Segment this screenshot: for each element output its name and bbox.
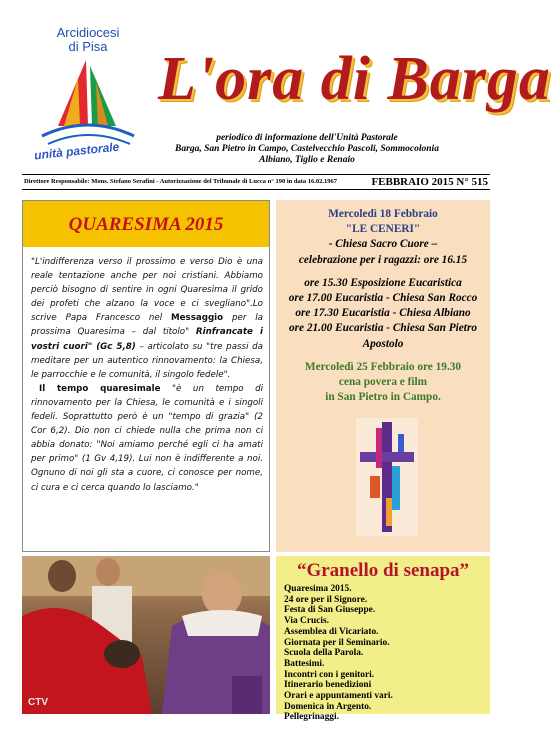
list-item: Quaresima 2015. <box>284 584 352 594</box>
event-line: in San Pietro in Campo. <box>325 391 441 404</box>
list-item: Domenica in Argento. <box>284 701 372 712</box>
masthead <box>150 22 551 132</box>
list-item: Battesimi. <box>284 658 325 669</box>
info-bar <box>22 174 490 190</box>
text-run: per la prossima Quaresima – dal titolo" <box>31 313 263 338</box>
subtitle-line: Barga, San Pietro in Campo, Castelvecchio Pascoli, Sommocolonia <box>175 144 439 154</box>
text-run: – articolato su "tre passi da meditare per un autentico rinnovamento: la Chiesa, le parrocchie e le comunità, il singolo fedele". <box>31 341 264 380</box>
granello-index <box>284 584 393 723</box>
granello-box <box>276 556 490 723</box>
event-line: ore 17.30 Eucaristia - Chiesa Albiano <box>295 307 471 320</box>
message-keyword: Messaggio <box>171 313 224 324</box>
quaresima-header-band <box>23 201 269 247</box>
newspaper-title: L'ora di Barga <box>158 45 551 113</box>
spacer <box>276 352 490 360</box>
list-item: Assemblea di Vicariato. <box>284 626 379 637</box>
event-line: ore 17.00 Eucaristia - Chiesa San Rocco <box>288 292 478 305</box>
event-line: - Chiesa Sacro Cuore – <box>328 238 438 251</box>
event-name: "LE CENERI" <box>345 223 421 236</box>
tempo-keyword: Il tempo quaresimale <box>39 383 161 394</box>
event-line: ore 15.30 Esposizione Eucaristica <box>304 276 462 289</box>
lent-cross-icon <box>356 418 418 536</box>
quaresima-body <box>31 255 263 495</box>
subtitle-line: Albiano, Tiglio e Renaio <box>259 155 355 165</box>
event-date: Mercoledì 25 Febbraio ore 19.30 <box>304 360 462 373</box>
list-item: Itinerario benedizioni <box>284 680 372 691</box>
list-item: Via Crucis. <box>284 616 329 627</box>
list-item: Pellegrinaggi. <box>284 712 339 723</box>
ash-wednesday-photo <box>22 556 270 714</box>
spacer <box>276 268 490 276</box>
sailboat-icon <box>38 56 138 148</box>
event-date: Mercoledì 18 Febbraio <box>328 208 438 220</box>
logo-diocese-line1: Arcidiocesi <box>56 25 120 40</box>
editor-credits: Direttore Responsabile: Mons. Stefano Serafini - Autorizzazione del Tribunale di Lucca n° 190 in data 16.02.1967 <box>24 178 338 185</box>
events-text <box>276 207 490 405</box>
list-item: Festa di San Giuseppe. <box>284 605 376 616</box>
list-item: Orari e appuntamenti vari. <box>284 691 393 702</box>
list-item: Scuola della Parola. <box>284 648 364 659</box>
list-item: Giornata per il Seminario. <box>284 637 390 648</box>
quaresima-paragraph <box>31 255 263 382</box>
events-panel <box>276 200 490 552</box>
logo-unit-label: unità pastorale <box>33 139 120 163</box>
event-line: ore 21.00 Eucaristia - Chiesa San Pietro <box>289 322 477 335</box>
photo-illustration <box>22 556 270 714</box>
quaresima-title: QUARESIMA 2015 <box>68 214 224 235</box>
issue-number: FEBBRAIO 2015 N° 515 <box>371 176 488 188</box>
ctv-watermark: CTV <box>28 697 48 708</box>
masthead-subtitle <box>152 133 462 166</box>
granello-title: “Granello di senapa” <box>296 560 470 581</box>
subtitle-line: periodico di informazione dell'Unità Pastorale <box>216 133 398 143</box>
list-item: 24 ore per il Signore. <box>284 594 368 605</box>
quaresima-paragraph <box>31 382 263 495</box>
event-line: cena povera e film <box>338 376 428 389</box>
logo-diocese-text <box>28 26 148 54</box>
text-run: "è un tempo di rinnovamento per la Chiesa, le comunità e i singoli fedeli. Soprattutto però è un "tempo di grazia" (2 Cor 6,2). Dio non ci chiede nulla che prima non ci abbia donato: "Noi amiamo perché egli ci ha amati per primo" (1 Gv 4,19). Lui non è indifferente a noi. Ognuno di noi gli sta a cuore, ci conosce per nome, ci cura e ci cerca quando lo lasciamo." <box>31 383 264 493</box>
event-line: celebrazione per i ragazzi: ore 16.15 <box>298 253 468 266</box>
logo-diocese-line2: di Pisa <box>68 39 108 54</box>
quaresima-article <box>22 200 270 552</box>
list-item: Incontri con i genitori. <box>284 669 375 680</box>
text-run: "L'indifferenza verso il prossimo e verso Dio è una reale tentazione anche per noi cristiani. Abbiamo perciò bisogno di sentire in ogni Quaresima il grido dei profeti che alzano la voce e ci svegliano".Lo scrive Papa Francesco nel <box>31 257 263 324</box>
diocese-logo <box>28 26 148 166</box>
event-line: Apostolo <box>362 337 404 350</box>
message-title: Rinfrancate i vostri cuori" (Gc 5,8) <box>31 327 263 352</box>
